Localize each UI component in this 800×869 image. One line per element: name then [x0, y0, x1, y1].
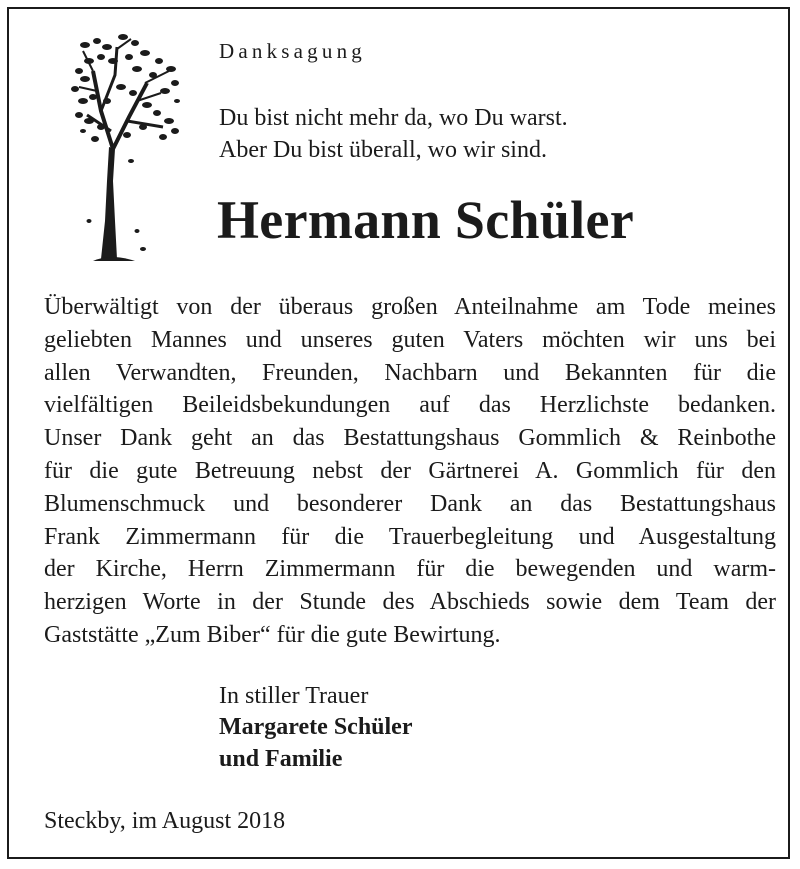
body-text	[44, 291, 776, 652]
heading: Danksagung	[219, 39, 366, 63]
body-line: Gaststätte „Zum Biber“ für die gute Bewirtung.	[44, 621, 501, 648]
quote-line-2: Aber Du bist überall, wo wir sind.	[219, 137, 547, 163]
signature-intro: In stiller Trauer	[219, 683, 369, 709]
tree-icon	[71, 31, 191, 263]
body-line: Unser Dank geht an das Bestattungshaus Gommlich & Reinbothe	[44, 425, 776, 452]
body-line: herzigen Worte in der Stunde des Abschieds sowie dem Team der	[44, 589, 776, 616]
deceased-name: Hermann Schüler	[217, 190, 634, 250]
signature-family: und Familie	[219, 746, 343, 772]
signature-name: Margarete Schüler	[219, 714, 413, 740]
body-line: geliebten Mannes und unseres guten Vaters möchten wir uns bei	[44, 326, 776, 353]
quote-line-1: Du bist nicht mehr da, wo Du warst.	[219, 105, 568, 131]
body-line: der Kirche, Herrn Zimmermann für die bewegenden und warm-	[44, 556, 776, 583]
body-line: Frank Zimmermann für die Trauerbegleitung und Ausgestaltung	[44, 523, 776, 550]
body-line: vielfältigen Beileidsbekundungen auf das Herzlichste bedanken.	[44, 392, 776, 419]
body-line: Überwältigt von der überaus großen Anteilnahme am Tode meines	[44, 294, 776, 320]
place-date: Steckby, im August 2018	[44, 808, 286, 834]
body-line: für die gute Betreuung nebst der Gärtnerei A. Gommlich für den	[44, 457, 776, 484]
body-line: Blumenschmuck und besonderer Dank an das Bestattungshaus	[44, 490, 776, 517]
notice-frame	[7, 7, 790, 859]
body-line: allen Verwandten, Freunden, Nachbarn und Bekannten für die	[44, 359, 776, 386]
